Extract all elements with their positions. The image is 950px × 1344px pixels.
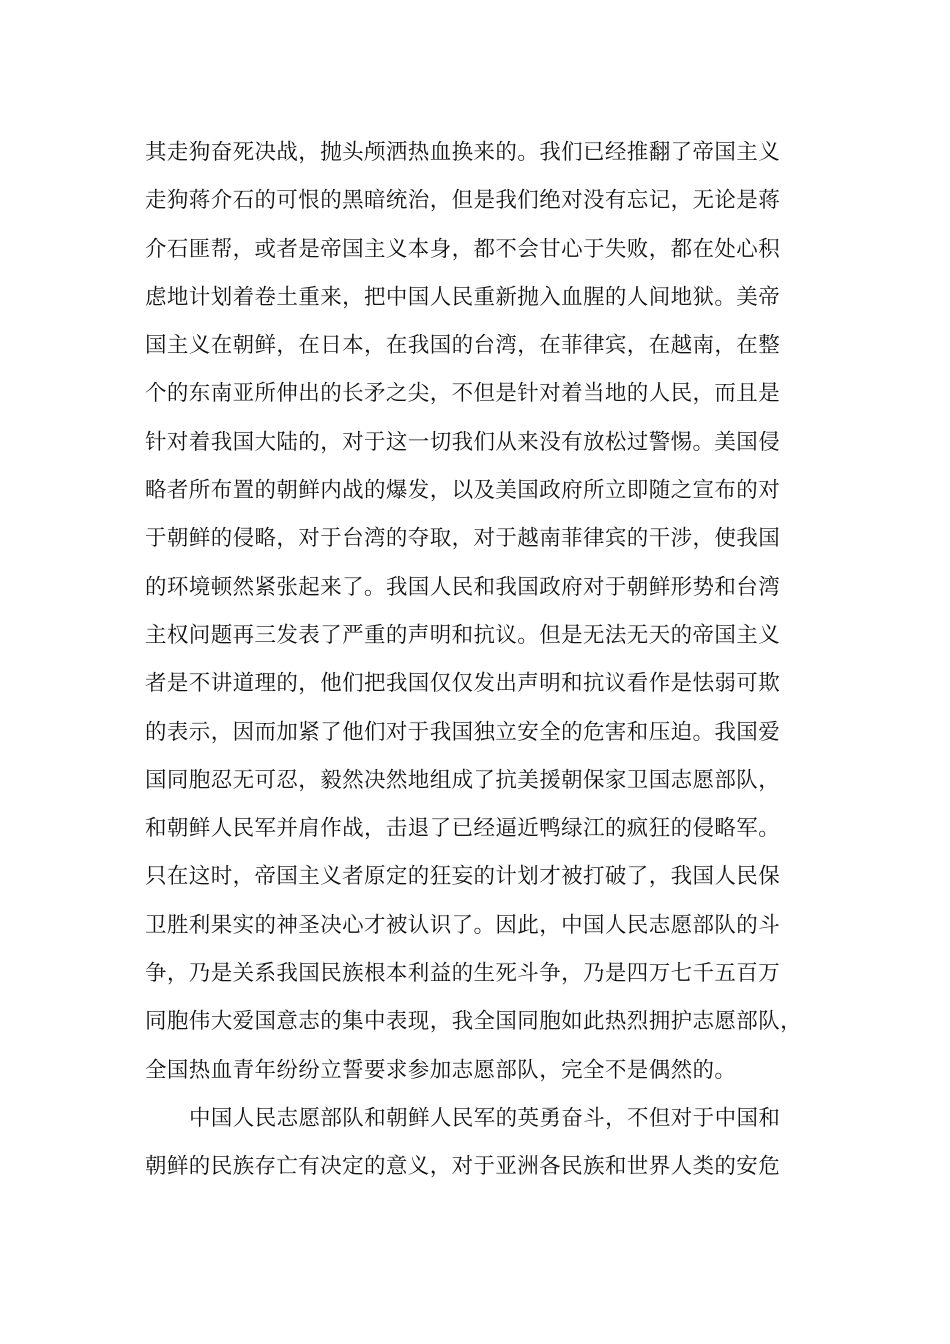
text-line: 全国热血青年纷纷立誓要求参加志愿部队，完全不是偶然的。 [145,1057,737,1083]
text-line: 主权问题再三发表了严重的声明和抗议。但是无法无天的帝国主义 [145,622,781,648]
paragraph-2 [145,1095,805,1192]
text-line: 的环境顿然紧张起来了。我国人民和我国政府对于朝鲜形势和台湾 [145,574,781,600]
text-line: 只在这时，帝国主义者原定的狂妄的计划才被打破了，我国人民保 [145,864,781,890]
text-line: 略者所布置的朝鲜内战的爆发，以及美国政府所立即随之宣布的对 [145,478,781,504]
text-line: 其走狗奋死决战，抛头颅洒热血换来的。我们已经推翻了帝国主义 [145,140,781,165]
paragraph-1 [145,129,805,1095]
text-line: 同胞伟大爱国意志的集中表现，我全国同胞如此热烈拥护志愿部队， [145,1009,803,1035]
text-line: 争，乃是关系我国民族根本利益的生死斗争，乃是四万七千五百万 [145,961,781,987]
text-line: 朝鲜的民族存亡有决定的意义，对于亚洲各民族和世界人类的安危 [145,1154,781,1180]
text-line: 虑地计划着卷土重来，把中国人民重新抛入血腥的人间地狱。美帝 [145,284,781,310]
text-line: 国主义在朝鲜，在日本，在我国的台湾，在菲律宾，在越南，在整 [145,333,781,359]
text-line: 者是不讲道理的，他们把我国仅仅发出声明和抗议看作是怯弱可欺 [145,671,781,697]
text-line: 中国人民志愿部队和朝鲜人民军的英勇奋斗，不但对于中国和 [189,1105,781,1131]
body-text [145,129,805,1192]
text-line: 针对着我国大陆的，对于这一切我们从来没有放松过警惕。美国侵 [145,429,781,455]
text-line: 国同胞忍无可忍，毅然决然地组成了抗美援朝保家卫国志愿部队， [145,767,781,793]
text-line: 的表示，因而加紧了他们对于我国独立安全的危害和压迫。我国爱 [145,719,781,745]
text-line: 和朝鲜人民军并肩作战，击退了已经逼近鸭绿江的疯狂的侵略军。 [145,816,781,842]
text-line: 走狗蒋介石的可恨的黑暗统治，但是我们绝对没有忘记，无论是蒋 [145,188,781,214]
text-line: 介石匪帮，或者是帝国主义本身，都不会甘心于失败，都在处心积 [145,236,781,262]
text-line: 个的东南亚所伸出的长矛之尖，不但是针对着当地的人民，而且是 [145,381,781,407]
text-line: 于朝鲜的侵略，对于台湾的夺取，对于越南菲律宾的干涉，使我国 [145,526,781,552]
text-line: 卫胜利果实的神圣决心才被认识了。因此，中国人民志愿部队的斗 [145,912,781,938]
